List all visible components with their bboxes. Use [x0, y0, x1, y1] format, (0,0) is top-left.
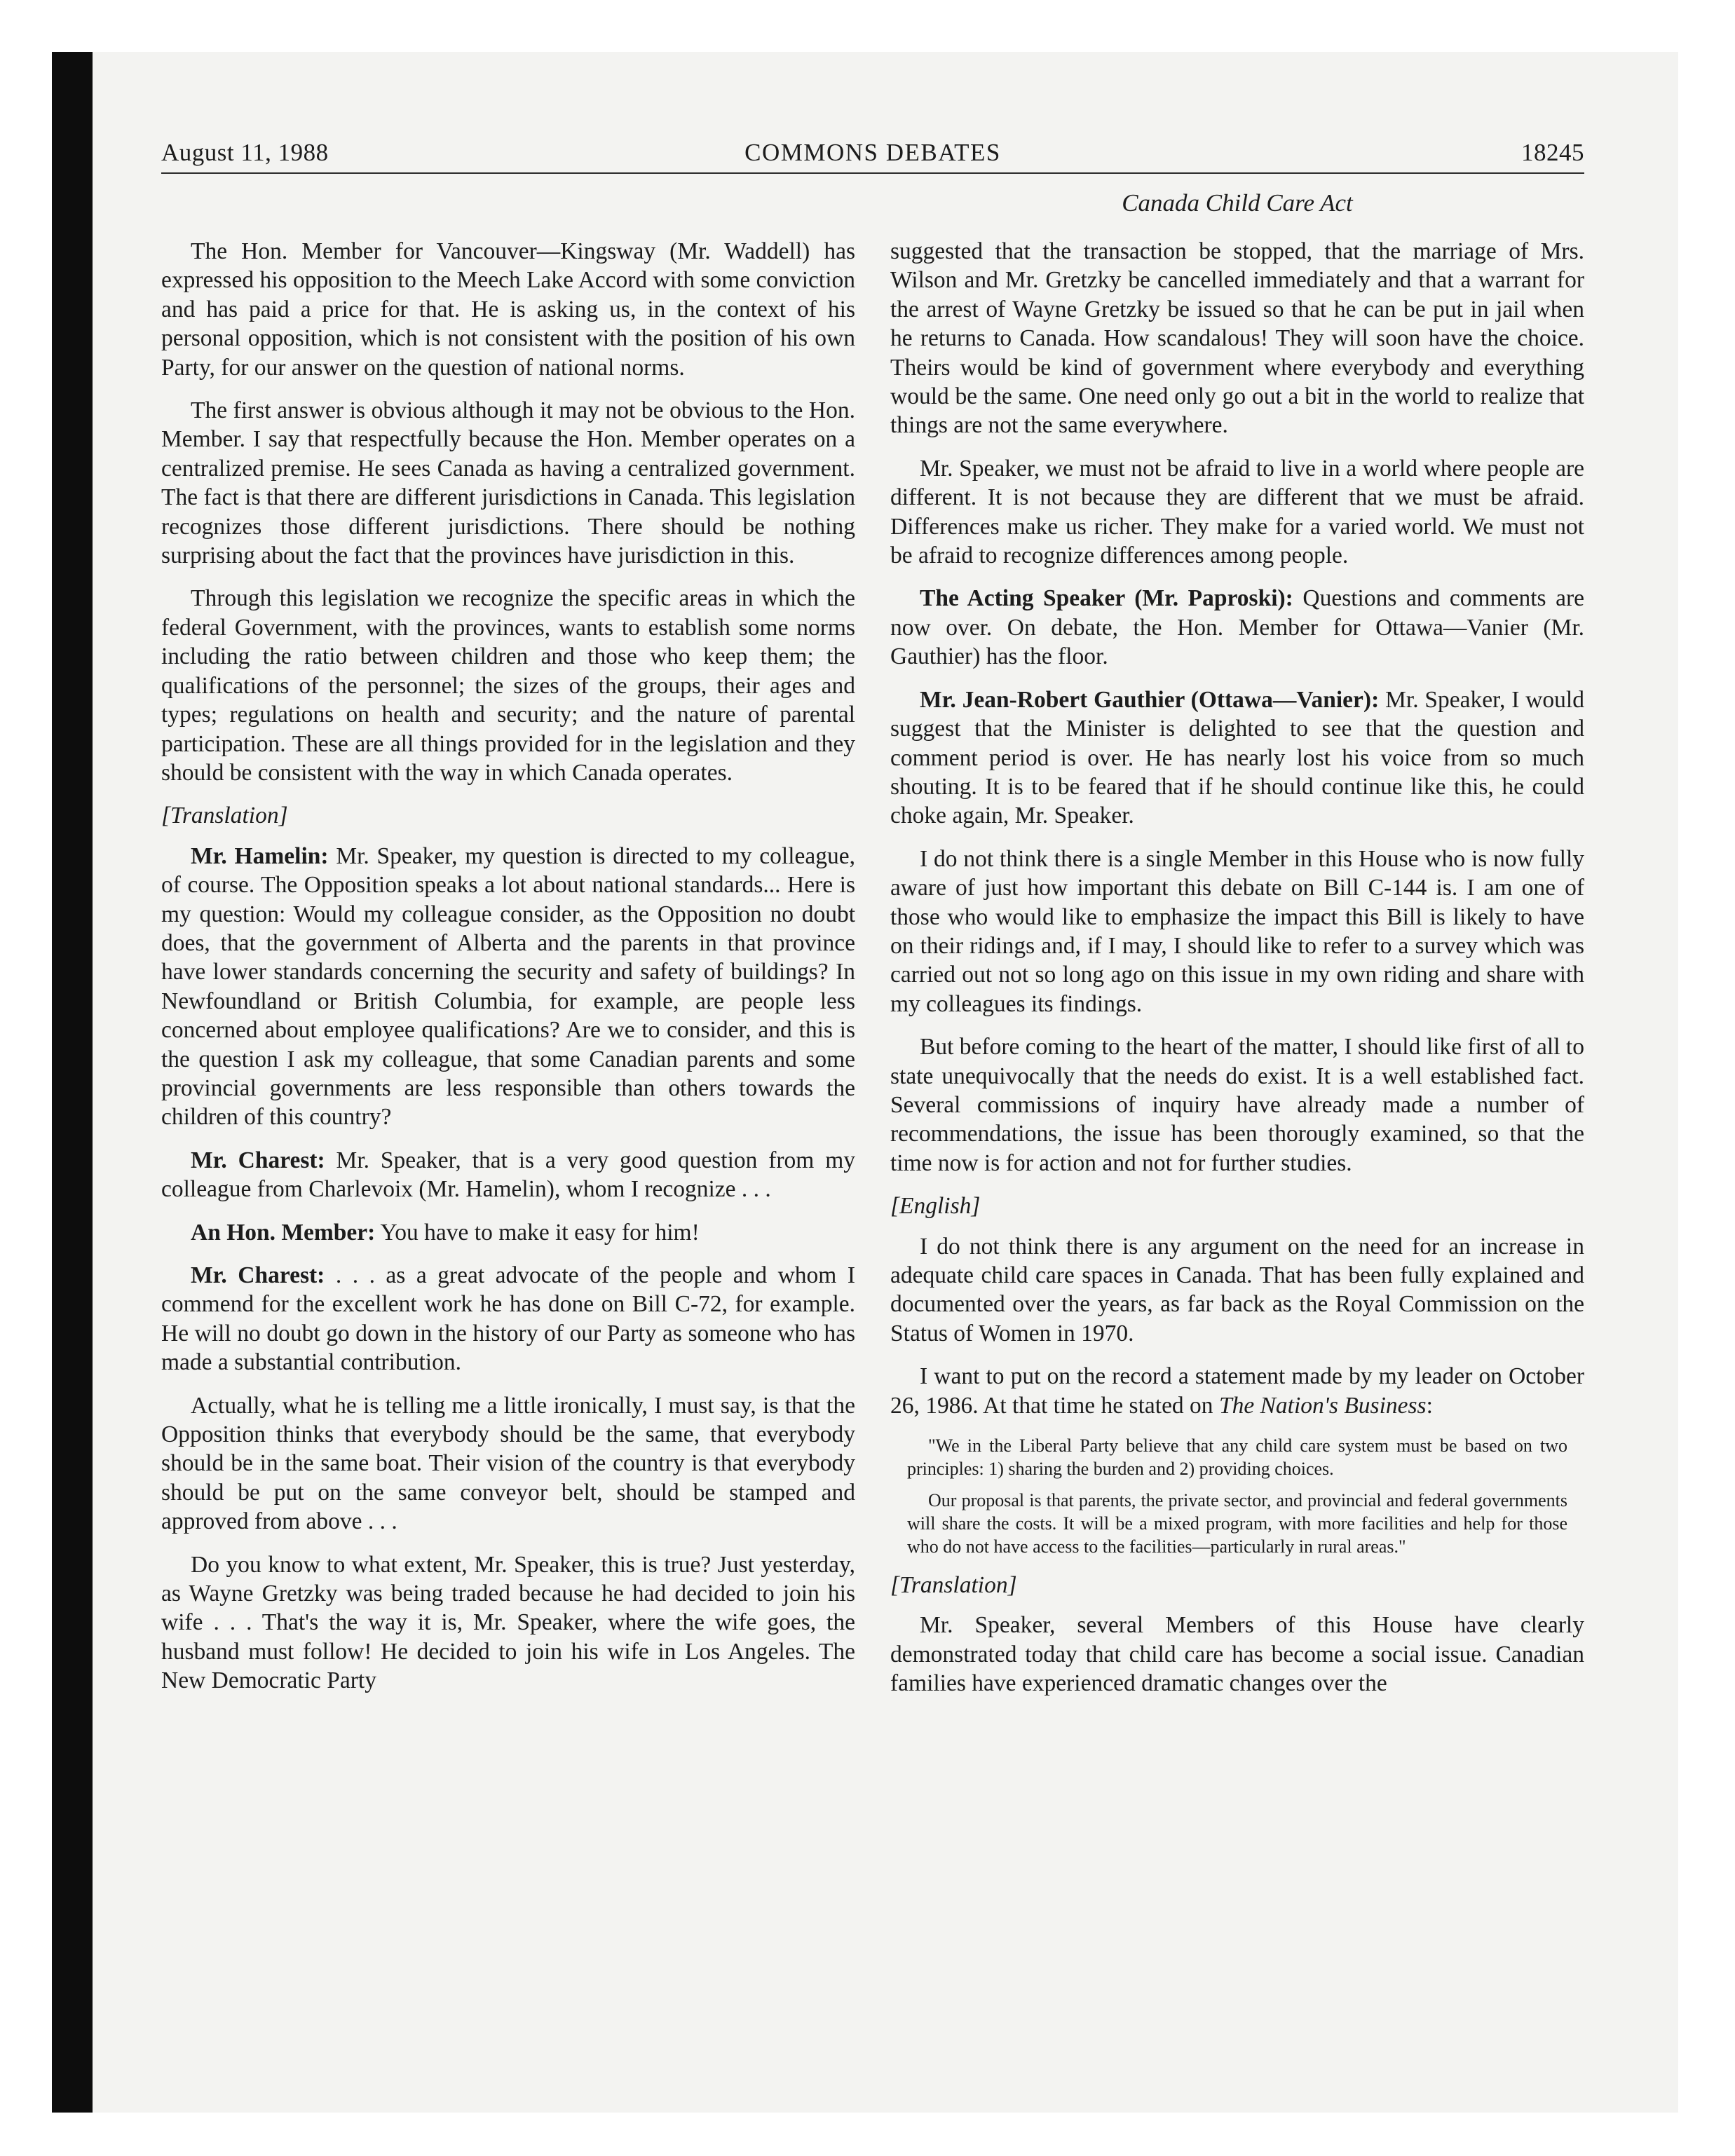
binding-edge — [52, 52, 93, 2113]
paragraph: But before coming to the heart of the matter, I should like first of all to state unequivocally that the needs do exist. It is a well established fact. Several commissions of inquiry have already made a number of recommendations, the issue has been thorougly examined, so that the time now is for action and not for further studies. — [890, 1034, 1584, 1176]
speech-text: . . . as a great advocate of the people and whom I commend for the excellent work he has done on Bill C-72, for example. He will no doubt go down in the history of our Party as someone who has made a substantial contribution. — [161, 1262, 855, 1376]
paragraph: Mr. Speaker, several Members of this House have clearly demonstrated today that child care has become a social issue. Canadian families have experienced dramatic changes over the — [890, 1612, 1584, 1697]
left-column — [161, 237, 855, 1710]
speech-text: Mr. Speaker, I would suggest that the Minister is delighted to see that the question and comment period is over. He has nearly lost his voice from so much shouting. It is to be feared that if he should continue like this, he could choke again, Mr. Speaker. — [890, 686, 1584, 829]
paragraph: Mr. Speaker, we must not be afraid to live in a world where people are different. It is not because they are different that we must be afraid. Differences make us richer. They make for a varied world. We must not be afraid to recognize differences among people. — [890, 455, 1584, 569]
running-head: Canada Child Care Act — [1122, 189, 1353, 217]
paragraph: I do not think there is a single Member in this House who is now fully aware of just how important this debate on Bill C-144 is. I am one of those who would like to emphasize the impact this Bill is likely to have on their ridings and, if I may, I should like to refer to a survey which was carried out not so long ago on this issue in my own riding and share with my colleagues its findings. — [890, 845, 1584, 1017]
paragraph: I do not think there is any argument on the need for an increase in adequate child care spaces in Canada. That has been fully explained and documented over the years, as far back as the Royal Commission on the Status of Women in 1970. — [890, 1233, 1584, 1346]
paragraph: The first answer is obvious although it may not be obvious to the Hon. Member. I say that respectfully because the Hon. Member operates on a centralized premise. He sees Canada as having a centralized government. The fact is that there are different jurisdictions in Canada. This legislation recognizes those different jurisdictions. There should be nothing surprising about the fact that the provinces have jurisdiction in this. — [161, 397, 855, 569]
paragraph-text: I want to put on the record a statement made by my leader on October 26, 1986. At that time he stated on — [890, 1363, 1584, 1419]
publication-title: The Nation's Business — [1218, 1392, 1427, 1419]
quote-paragraph: "We in the Liberal Party believe that any child care system must be based on two principles: 1) sharing the burden and 2) providing choices. — [907, 1435, 1567, 1480]
speech-paragraph — [161, 1146, 855, 1204]
speaker-name: Mr. Hamelin: — [191, 842, 329, 869]
paragraph: The Hon. Member for Vancouver—Kingsway (Mr. Waddell) has expressed his opposition to the Meech Lake Accord with some conviction and has paid a price for that. He is asking us, in the context of his personal opposition, which is not consistent with the position of his own Party, for our answer on the question of national norms. — [161, 238, 855, 381]
speech-text: Questions and comments are now over. On debate, the Hon. Member for Ottawa—Vanier (Mr. Gauthier) has the floor. — [890, 585, 1584, 670]
paragraph — [890, 1362, 1584, 1420]
speaker-name: An Hon. Member: — [191, 1219, 376, 1246]
speaker-name: The Acting Speaker (Mr. Paproski): — [920, 585, 1293, 612]
speech-text: Mr. Speaker, my question is directed to my colleague, of course. The Opposition speaks a lot about national standards... Here is my question: Would my colleague consider, as the Opposition no doubt does, that the government of Alberta and the parents in that province have lower standards concerning the security and safety of buildings? In Newfoundland or British Columbia, for example, are people less concerned about employee qualifications? Are we to consider, and this is the question I ask my colleague, that some Canadian parents and some provincial governments are less responsible than others towards the children of this country? — [161, 842, 855, 1131]
speaker-name: Mr. Charest: — [191, 1147, 325, 1173]
header-title: COMMONS DEBATES — [744, 139, 1001, 166]
paragraph-continued: suggested that the transaction be stopped, that the marriage of Mrs. Wilson and Mr. Gretzky be cancelled immediately and that a warrant for the arrest of Wayne Gretzky be issued so that he can be put in jail when he returns to Canada. How scandalous! They will soon have the choice. Theirs would be kind of government where everybody and everything would be the same. One need only go out a bit in the world to realize that things are not the same everywhere. — [890, 238, 1584, 439]
paragraph-text: : — [1426, 1392, 1433, 1419]
translation-tag: [Translation] — [161, 803, 288, 829]
speech-paragraph — [890, 685, 1584, 831]
paragraph: Actually, what he is telling me a little ironically, I must say, is that the Opposition thinks that everybody should be the same, that everybody should be in the same boat. Their vision of the country is that everybody should be put on the same conveyor belt, should be stamped and approved from above . . . — [161, 1392, 855, 1535]
language-tag: [English] — [890, 1193, 981, 1220]
speaker-name: Mr. Charest: — [191, 1262, 325, 1288]
speech-text: Mr. Speaker, that is a very good question from my colleague from Charlevoix (Mr. Hamelin), whom I recognize . . . — [161, 1147, 855, 1203]
speech-paragraph — [890, 584, 1584, 671]
header-rule — [161, 172, 1584, 174]
header-date: August 11, 1988 — [161, 139, 329, 166]
page-header — [161, 139, 1584, 175]
speech-paragraph — [161, 842, 855, 1132]
translation-tag: [Translation] — [890, 1572, 1017, 1599]
page-number: 18245 — [1521, 139, 1584, 166]
right-column — [890, 237, 1584, 1712]
speaker-name: Mr. Jean-Robert Gauthier (Ottawa—Vanier): — [920, 686, 1380, 713]
speech-paragraph — [161, 1218, 855, 1247]
paragraph: Do you know to what extent, Mr. Speaker, this is true? Just yesterday, as Wayne Gretzky was being traded because he had decided to join his wife . . . That's the way it is, Mr. Speaker, where the wife goes, the husband must follow! He decided to join his wife in Los Angeles. The New Democratic Party — [161, 1551, 855, 1694]
speech-text: You have to make it easy for him! — [375, 1219, 700, 1246]
quote-paragraph: Our proposal is that parents, the private sector, and provincial and federal governments will share the costs. It will be a mixed program, with more facilities and help for those who do not have access to the facilities—particularly in rural areas." — [907, 1490, 1567, 1557]
paragraph: Through this legislation we recognize the specific areas in which the federal Government, with the provinces, wants to establish some norms including the ratio between children and those who keep them; the qualifications of the personnel; the sizes of the groups, their ages and types; regulations on health and security; and the nature of parental participation. These are all things provided for in the legislation and they should be consistent with the way in which Canada operates. — [161, 585, 855, 786]
block-quote — [890, 1434, 1584, 1558]
speech-paragraph — [161, 1261, 855, 1377]
